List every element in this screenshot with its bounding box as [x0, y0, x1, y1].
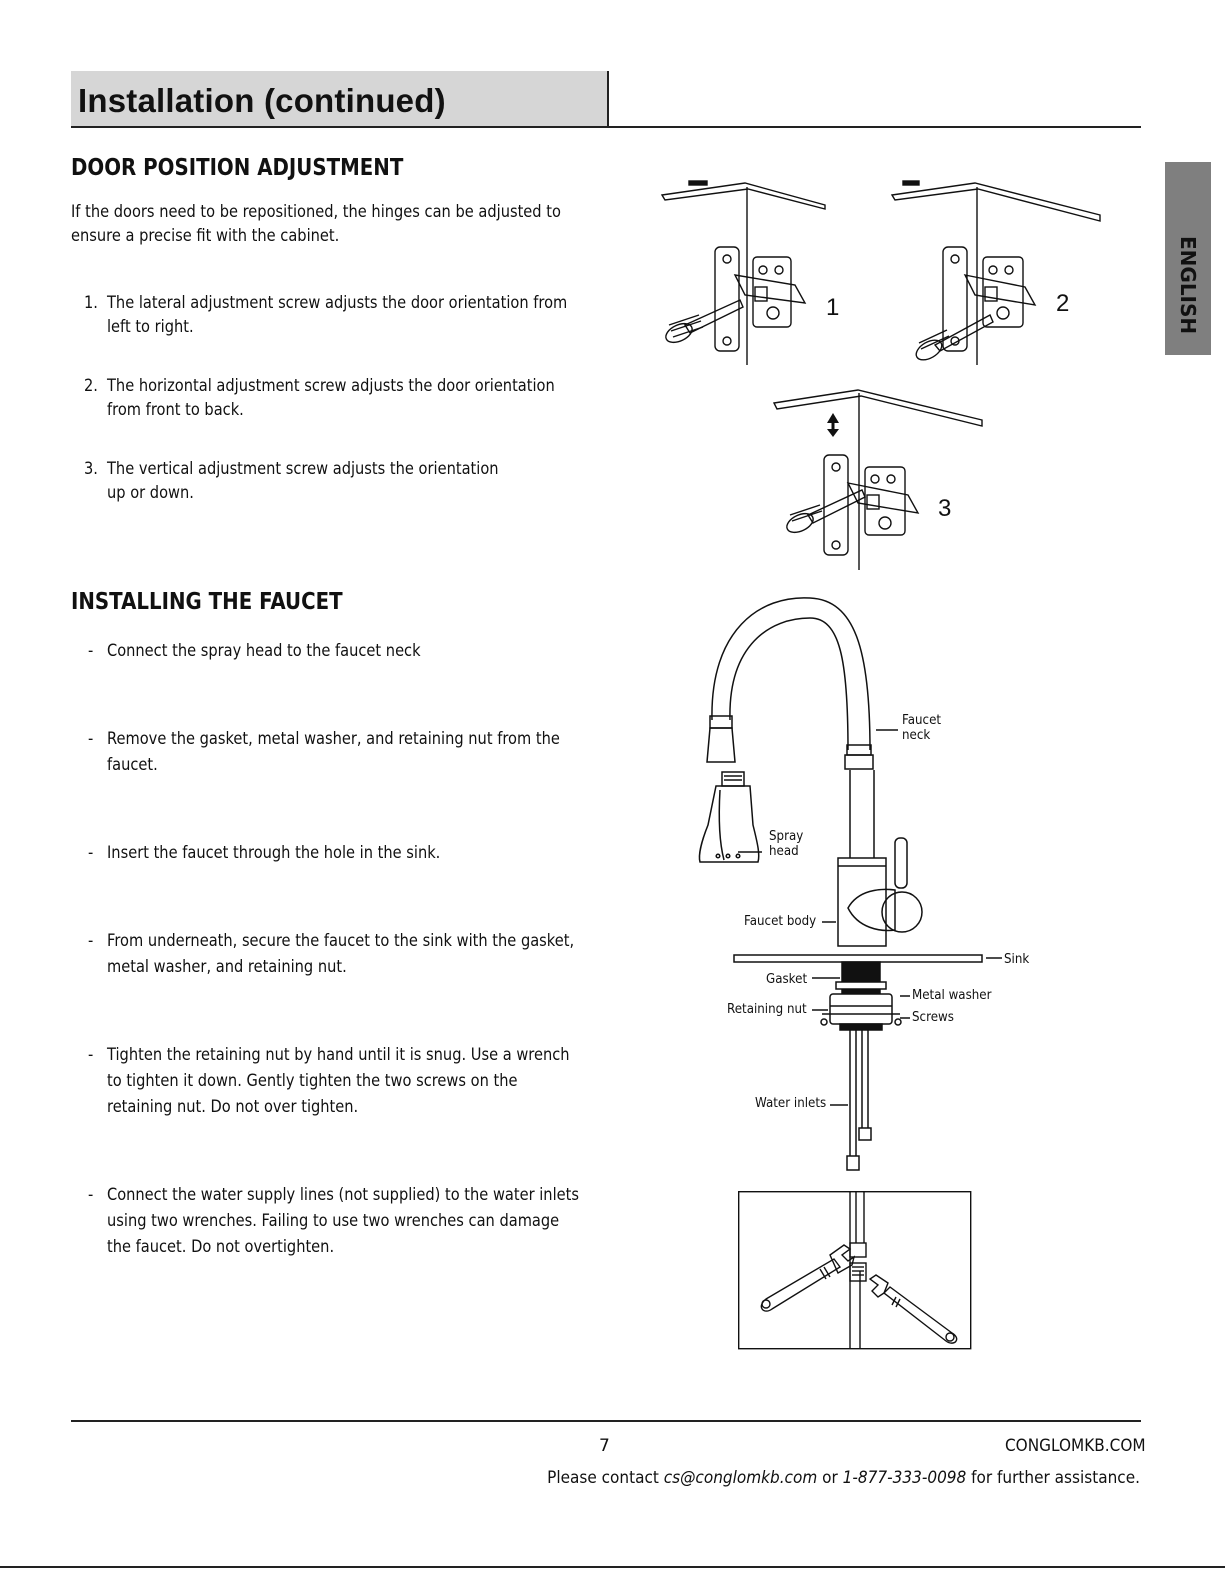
- faucet-item-5-marker: -: [88, 1045, 94, 1065]
- label-retaining-nut: Retaining nut: [727, 1001, 807, 1017]
- label-spray-head-1: Spray: [769, 828, 804, 844]
- hinge-figure-1: [655, 175, 875, 370]
- faucet-item-2-marker: -: [88, 729, 94, 749]
- faucet-item-4-line-2: metal washer, and retaining nut.: [107, 957, 347, 977]
- contact-email-link[interactable]: cs@conglomkb.com: [663, 1468, 818, 1488]
- step-2-marker: 2.: [84, 376, 98, 396]
- faucet-item-2-line-1: Remove the gasket, metal washer, and retaining nut from the: [107, 729, 560, 749]
- faucet-item-3-line-1: Insert the faucet through the hole in the sink.: [107, 843, 441, 863]
- step-3-line-2: up or down.: [107, 483, 194, 503]
- bottom-rule: [0, 1566, 1225, 1568]
- faucet-item-5-line-3: retaining nut. Do not over tighten.: [107, 1097, 359, 1117]
- label-gasket: Gasket: [766, 971, 808, 987]
- step-1-line-2: left to right.: [107, 317, 194, 337]
- faucet-item-2-line-2: faucet.: [107, 755, 158, 775]
- faucet-item-4-marker: -: [88, 931, 94, 951]
- label-metal-washer: Metal washer: [912, 987, 992, 1003]
- label-sink: Sink: [1004, 951, 1030, 967]
- step-3-line-1: The vertical adjustment screw adjusts the orientation: [107, 459, 499, 479]
- wrench-inset: [738, 1191, 972, 1351]
- page-title: Installation (continued): [78, 82, 446, 119]
- footer-contact: [510, 1468, 1140, 1488]
- step-3-marker: 3.: [84, 459, 98, 479]
- step-1-line-1: The lateral adjustment screw adjusts the door orientation from: [107, 293, 568, 313]
- label-faucet-neck-2: neck: [902, 727, 931, 743]
- door-intro-line-2: ensure a precise fit with the cabinet.: [71, 226, 340, 246]
- hinge-figure-3: [770, 375, 990, 575]
- faucet-item-6-line-2: using two wrenches. Failing to use two wrenches can damage: [107, 1211, 560, 1231]
- footer-rule: [71, 1420, 1141, 1422]
- door-intro-line-1: If the doors need to be repositioned, the hinges can be adjusted to: [71, 202, 561, 222]
- figure-number-1: 1: [826, 294, 840, 321]
- faucet-diagram: [690, 590, 1050, 1180]
- door-section-heading: DOOR POSITION ADJUSTMENT: [71, 155, 404, 181]
- page-number: 7: [599, 1436, 610, 1456]
- contact-prefix: Please contact: [547, 1468, 664, 1488]
- label-water-inlets: Water inlets: [755, 1095, 827, 1111]
- faucet-item-6-line-3: the faucet. Do not overtighten.: [107, 1237, 335, 1257]
- faucet-item-6-line-1: Connect the water supply lines (not supplied) to the water inlets: [107, 1185, 579, 1205]
- faucet-item-1-marker: -: [88, 641, 94, 661]
- contact-suffix: for further assistance.: [966, 1468, 1140, 1488]
- label-faucet-body: Faucet body: [744, 913, 817, 929]
- figure-number-2: 2: [1056, 290, 1070, 317]
- language-tab-label: [1176, 236, 1200, 280]
- title-rule: [71, 126, 1141, 128]
- faucet-item-1-line-1: Connect the spray head to the faucet neck: [107, 641, 421, 661]
- step-2-line-2: from front to back.: [107, 400, 244, 420]
- contact-mid: or: [817, 1468, 843, 1488]
- faucet-item-3-marker: -: [88, 843, 94, 863]
- footer-website[interactable]: CONGLOMKB.COM: [1005, 1436, 1146, 1456]
- contact-phone-link[interactable]: 1-877-333-0098: [842, 1468, 967, 1488]
- label-spray-head-2: head: [769, 843, 799, 859]
- step-1-marker: 1.: [84, 293, 98, 313]
- figure-number-3: 3: [938, 495, 952, 522]
- faucet-item-6-marker: -: [88, 1185, 94, 1205]
- faucet-item-5-line-1: Tighten the retaining nut by hand until it is snug. Use a wrench: [107, 1045, 570, 1065]
- faucet-item-4-line-1: From underneath, secure the faucet to the sink with the gasket,: [107, 931, 575, 951]
- faucet-item-5-line-2: to tighten it down. Gently tighten the two screws on the: [107, 1071, 518, 1091]
- step-2-line-1: The horizontal adjustment screw adjusts the door orientation: [107, 376, 555, 396]
- faucet-section-heading: INSTALLING THE FAUCET: [71, 589, 343, 615]
- hinge-figure-2: [885, 175, 1105, 370]
- label-faucet-neck-1: Faucet: [902, 712, 942, 728]
- label-screws: Screws: [912, 1009, 954, 1025]
